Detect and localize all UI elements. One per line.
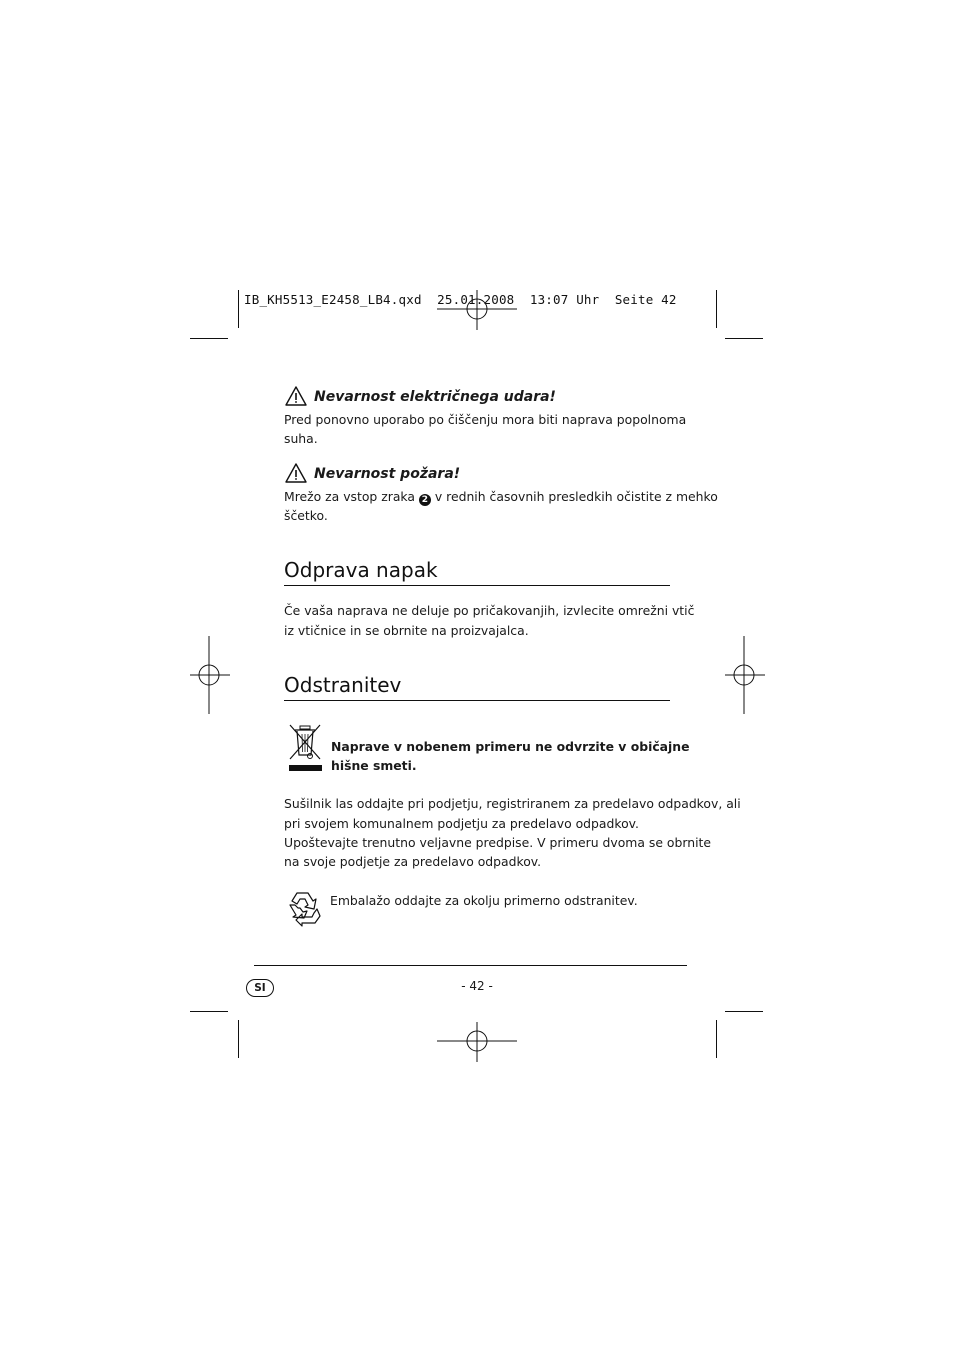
registration-mark-top <box>437 290 517 330</box>
warning-electric-line2: suha. <box>284 431 318 446</box>
recycle-icon <box>284 889 324 927</box>
warning-triangle-icon <box>285 386 307 406</box>
warning-fire-title: Nevarnost požara! <box>314 466 461 482</box>
heading-rule <box>284 700 670 701</box>
crossed-bin-icon <box>286 723 326 773</box>
heading-rule <box>284 585 670 586</box>
disposal-body-line3: Upoštevajte trenutno veljavne predpise. V primeru dvoma se obrnite <box>284 835 711 850</box>
section-troubleshooting-heading: Odprava napak <box>284 558 438 582</box>
disposal-body-line2: pri svojem komunalnem podjetju za predelavo odpadkov. <box>284 816 639 831</box>
disposal-body-line1: Sušilnik las oddajte pri podjetju, registriranem za predelavo odpadkov, ali <box>284 796 741 811</box>
warning-fire-line2: ščetko. <box>284 508 328 523</box>
section-disposal-heading: Odstranitev <box>284 673 402 697</box>
disposal-notice-line2: hišne smeti. <box>331 758 417 773</box>
footer-rule <box>254 965 687 966</box>
registration-mark-right <box>725 636 765 714</box>
troubleshooting-line1: Če vaša naprava ne deluje po pričakovanjih, izvlecite omrežni vtič <box>284 603 695 618</box>
warning-fire-text-after: v rednih časovnih presledkih očistite z mehko <box>434 489 718 504</box>
warning-electric-line1: Pred ponovno uporabo po čiščenju mora biti naprava popolnoma <box>284 412 687 427</box>
page-number: - 42 - <box>461 979 493 993</box>
troubleshooting-line2: iz vtičnice in se obrnite na proizvajalca. <box>284 623 529 638</box>
warning-electric-title: Nevarnost električnega udara! <box>314 389 556 405</box>
registration-mark-bottom <box>437 1022 517 1062</box>
warning-triangle-icon <box>285 463 307 483</box>
disposal-body-line4: na svoje podjetje za predelavo odpadkov. <box>284 854 542 869</box>
part-reference-number: 2 <box>419 494 431 506</box>
language-badge: SI <box>246 979 274 997</box>
warning-fire-line1 <box>284 487 718 506</box>
registration-mark-left <box>190 636 230 714</box>
packaging-disposal-text: Embalažo oddajte za okolju primerno odstranitev. <box>330 893 638 908</box>
warning-fire-text-before: Mrežo za vstop zraka <box>284 489 415 504</box>
file-slug: IB_KH5513_E2458_LB4.qxd 25.01.2008 13:07 Uhr Seite 42 <box>244 292 677 307</box>
disposal-notice-line1: Naprave v nobenem primeru ne odvrzite v običajne <box>331 739 690 754</box>
